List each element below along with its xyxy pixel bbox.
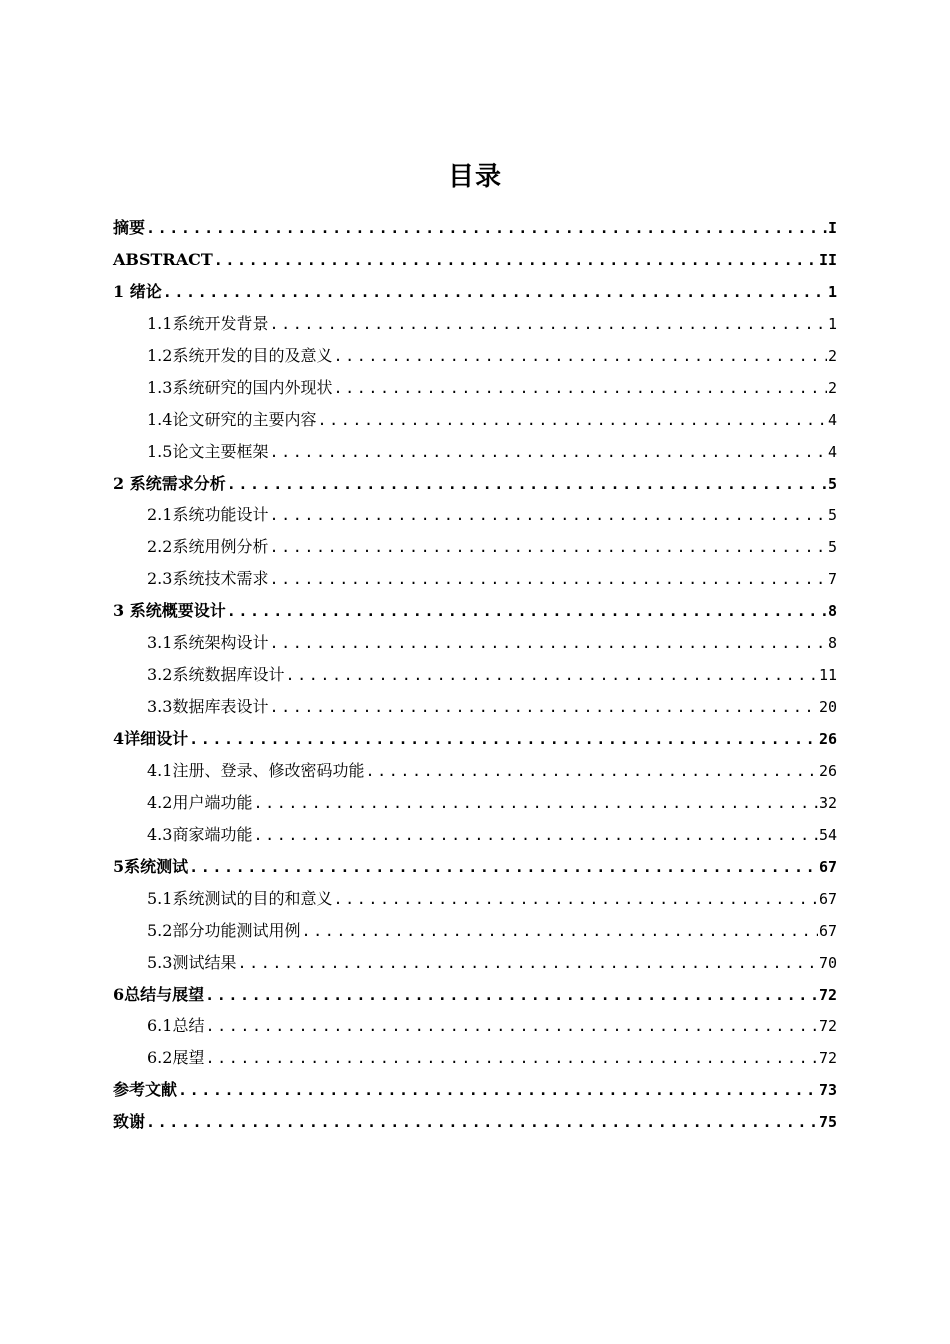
toc-dot-leader — [146, 1107, 818, 1139]
toc-entry[interactable] — [113, 595, 837, 627]
toc-entry-label: 4详细设计 — [113, 729, 189, 748]
toc-entry[interactable] — [113, 499, 837, 531]
toc-entry-page-number: I — [827, 219, 837, 237]
toc-entry-page-number: 5 — [827, 538, 837, 557]
toc-entry-page-number: 8 — [827, 602, 837, 621]
toc-entry-label: 致谢 — [113, 1112, 146, 1132]
toc-entry-page-number: 26 — [818, 761, 837, 780]
toc-entry-label: 5.1系统测试的目的和意义 — [147, 888, 333, 908]
toc-entry-page-number: 32 — [818, 793, 837, 812]
toc-dot-leader — [301, 916, 817, 948]
toc-entry-page-number: 73 — [818, 1081, 837, 1100]
toc-entry-label: 3.3数据库表设计 — [147, 697, 269, 717]
toc-entry-page-number: 7 — [827, 570, 837, 589]
toc-entry[interactable] — [113, 723, 837, 755]
toc-entry-page-number: 72 — [818, 1049, 837, 1068]
toc-dot-leader — [146, 213, 827, 245]
toc-entry-page-number: 2 — [827, 346, 837, 365]
toc-entry[interactable] — [113, 212, 837, 244]
toc-entry[interactable] — [113, 915, 837, 947]
toc-dot-leader — [227, 469, 827, 501]
toc-entry-page-number: 70 — [818, 953, 837, 972]
toc-entry-page-number: 20 — [818, 698, 837, 717]
toc-entry[interactable] — [113, 276, 837, 308]
toc-dot-leader — [269, 628, 827, 660]
table-of-contents — [113, 212, 837, 1138]
toc-entry[interactable] — [113, 563, 837, 595]
toc-dot-leader — [365, 756, 817, 788]
toc-entry[interactable] — [113, 244, 837, 276]
toc-dot-leader — [317, 405, 827, 437]
toc-entry-page-number: 26 — [818, 730, 837, 748]
toc-dot-leader — [253, 820, 817, 852]
toc-entry-page-number: 1 — [827, 314, 837, 333]
toc-entry[interactable] — [113, 436, 837, 468]
toc-entry[interactable] — [113, 659, 837, 691]
toc-entry-label: 2.3系统技术需求 — [147, 569, 269, 589]
toc-entry[interactable] — [113, 404, 837, 436]
toc-entry-label: 参考文献 — [113, 1080, 178, 1100]
toc-entry-page-number: 67 — [818, 889, 837, 908]
toc-entry[interactable] — [113, 979, 837, 1011]
toc-entry-page-number: 11 — [818, 666, 837, 685]
toc-entry-label: 3 系统概要设计 — [113, 601, 226, 621]
toc-entry-label: 4.1注册、登录、修改密码功能 — [147, 760, 365, 780]
toc-entry-label: 1.5论文主要框架 — [147, 441, 269, 461]
toc-entry[interactable] — [113, 627, 837, 659]
toc-dot-leader — [269, 437, 827, 469]
toc-dot-leader — [178, 1075, 818, 1107]
toc-entry-page-number: 5 — [827, 506, 837, 525]
toc-entry-label: 5系统测试 — [113, 856, 189, 876]
toc-entry-page-number: 67 — [818, 857, 837, 876]
toc-entry[interactable] — [113, 531, 837, 563]
toc-entry[interactable] — [113, 787, 837, 819]
toc-entry-page-number: 54 — [818, 825, 837, 844]
toc-entry-label: 2.2系统用例分析 — [147, 537, 269, 557]
toc-entry-label: 1.1系统开发背景 — [147, 313, 269, 333]
toc-entry[interactable] — [113, 691, 837, 723]
toc-entry-page-number: 1 — [827, 282, 837, 301]
toc-entry-label: 摘要 — [113, 218, 146, 237]
toc-dot-leader — [253, 788, 817, 820]
toc-entry[interactable] — [113, 883, 837, 915]
toc-dot-leader — [333, 341, 827, 373]
toc-entry[interactable] — [113, 851, 837, 883]
toc-entry-label: 2 系统需求分析 — [113, 473, 226, 493]
toc-entry-page-number: II — [818, 250, 837, 269]
toc-dot-leader — [269, 532, 827, 564]
toc-dot-leader — [269, 692, 817, 724]
toc-entry-label: 1.3系统研究的国内外现状 — [147, 377, 333, 397]
toc-entry-label: 5.2部分功能测试用例 — [147, 920, 301, 940]
page-title: 目录 — [447, 162, 502, 193]
toc-dot-leader — [269, 564, 827, 596]
toc-entry[interactable] — [113, 1106, 837, 1138]
toc-dot-leader — [214, 245, 818, 277]
toc-entry-page-number: 2 — [827, 378, 837, 397]
toc-entry-label: 1.4论文研究的主要内容 — [147, 409, 317, 429]
toc-entry[interactable] — [113, 1074, 837, 1106]
toc-entry-label: 3.2系统数据库设计 — [147, 665, 285, 685]
toc-entry[interactable] — [113, 340, 837, 372]
toc-entry-label: 6.2展望 — [147, 1048, 205, 1068]
toc-entry[interactable] — [113, 947, 837, 979]
toc-entry-label: 3.1系统架构设计 — [147, 633, 269, 653]
toc-dot-leader — [269, 309, 827, 341]
toc-entry-label: 4.2用户端功能 — [147, 792, 253, 812]
toc-entry-page-number: 67 — [818, 921, 837, 940]
toc-entry[interactable] — [113, 468, 837, 500]
toc-dot-leader — [205, 1011, 817, 1043]
toc-entry-page-number: 8 — [827, 634, 837, 653]
toc-entry-page-number: 72 — [818, 1017, 837, 1036]
toc-entry[interactable] — [113, 819, 837, 851]
toc-entry-page-number: 5 — [827, 474, 837, 493]
toc-entry-page-number: 4 — [827, 442, 837, 461]
toc-entry[interactable] — [113, 1010, 837, 1042]
toc-entry-label: 1.2系统开发的目的及意义 — [147, 345, 333, 365]
toc-entry-label: 6.1总结 — [147, 1016, 205, 1036]
toc-dot-leader — [189, 852, 818, 884]
toc-dot-leader — [205, 1043, 817, 1075]
toc-entry-page-number: 75 — [818, 1113, 837, 1132]
toc-entry-label: 4.3商家端功能 — [147, 824, 253, 844]
toc-dot-leader — [205, 980, 818, 1012]
toc-entry-label: 1 绪论 — [113, 281, 162, 301]
toc-dot-leader — [227, 596, 827, 628]
toc-entry[interactable] — [113, 372, 837, 404]
toc-dot-leader — [333, 373, 827, 405]
toc-dot-leader — [285, 660, 817, 692]
toc-dot-leader — [189, 724, 818, 756]
toc-dot-leader — [269, 500, 827, 532]
toc-entry-label: ABSTRACT — [113, 249, 213, 269]
toc-entry[interactable] — [113, 308, 837, 340]
toc-entry-label: 5.3测试结果 — [147, 952, 237, 972]
toc-entry-page-number: 4 — [827, 410, 837, 429]
toc-entry[interactable] — [113, 755, 837, 787]
toc-entry-label: 2.1系统功能设计 — [147, 505, 269, 525]
toc-entry-page-number: 72 — [818, 985, 837, 1004]
toc-dot-leader — [237, 948, 817, 980]
toc-entry[interactable] — [113, 1042, 837, 1074]
toc-dot-leader — [333, 884, 817, 916]
toc-dot-leader — [163, 277, 827, 309]
toc-entry-label: 6总结与展望 — [113, 984, 205, 1004]
